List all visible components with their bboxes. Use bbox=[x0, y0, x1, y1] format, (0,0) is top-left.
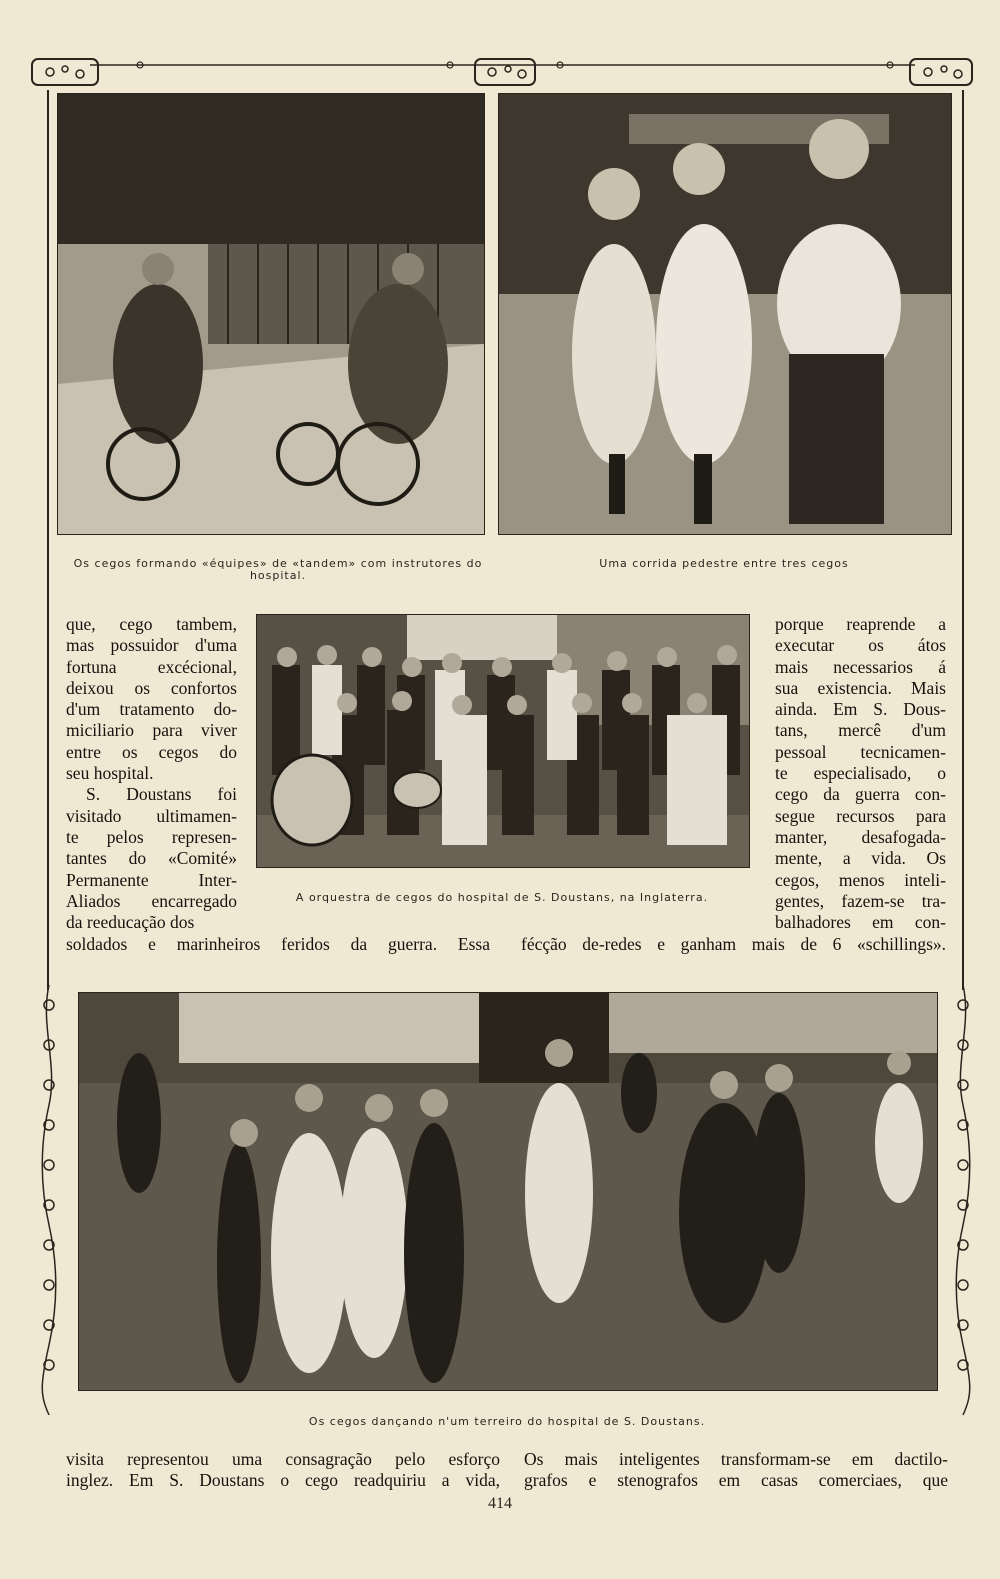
text-line: gentes, fazem-se tra- bbox=[775, 890, 946, 911]
text-line: inglez. Em S. Doustans o cego readquiriu a vida, bbox=[66, 1470, 500, 1491]
text-line: porque reaprende a bbox=[775, 614, 946, 634]
caption-race: Uma corrida pedestre entre tres cegos bbox=[599, 557, 849, 570]
text-line: grafos e stenografos em casas comerciaes, que bbox=[524, 1470, 948, 1491]
photo-blind-orchestra bbox=[256, 614, 750, 868]
text-line: pessoal tecnicamen- bbox=[775, 741, 946, 762]
right-vine-ornament bbox=[950, 985, 976, 1415]
text-line: tantes do «Comité» bbox=[66, 848, 237, 869]
text-line: ainda. Em S. Dous- bbox=[775, 699, 946, 720]
text-line: que, cego tambem, bbox=[66, 614, 237, 634]
text-line: miciliario para viver bbox=[66, 720, 237, 741]
caption-dancing: Os cegos dançando n'um terreiro do hospital de S. Doustans. bbox=[308, 1415, 706, 1428]
page-number: 414 bbox=[488, 1495, 512, 1512]
text-line: d'um tratamento do- bbox=[66, 699, 237, 720]
caption-tandem: Os cegos formando «équipes» de «tandem» com instrutores do hospital. bbox=[73, 557, 483, 582]
photo-dancing bbox=[78, 992, 938, 1391]
right-border-rule bbox=[962, 90, 964, 990]
text-line: Permanente Inter- bbox=[66, 869, 237, 890]
bottom-left-text bbox=[66, 1449, 500, 1492]
text-line: mais necessarios á bbox=[775, 656, 946, 677]
text-line: mente, a vida. Os bbox=[775, 848, 946, 869]
text-line: fortuna excécional, bbox=[66, 656, 237, 677]
photo-foot-race bbox=[498, 93, 952, 535]
right-text-column bbox=[775, 614, 946, 933]
text-line: S. Doustans foi bbox=[86, 784, 237, 805]
caption-orchestra: A orquestra de cegos do hospital de S. Doustans, na Inglaterra. bbox=[295, 891, 709, 904]
text-line: seu hospital. bbox=[66, 763, 154, 784]
text-line: manter, desafogada- bbox=[775, 826, 946, 847]
text-line: te pelos represen- bbox=[66, 826, 237, 847]
left-bottom-line bbox=[66, 934, 490, 955]
text-line: visita representou uma consagração pelo esforço bbox=[66, 1449, 500, 1469]
left-vine-ornament bbox=[36, 985, 62, 1415]
text-line: fécção de-redes e ganham mais de 6 «schillings». bbox=[521, 934, 946, 954]
text-line: Os mais inteligentes transformam-se em dactilo- bbox=[524, 1449, 948, 1469]
photo-tandem-cyclists bbox=[57, 93, 485, 535]
text-line: visitado ultimamen- bbox=[66, 805, 237, 826]
text-line: deixou os confortos bbox=[66, 677, 237, 698]
bottom-right-text bbox=[524, 1449, 948, 1492]
left-border-rule bbox=[47, 90, 49, 990]
text-line: segue recursos para bbox=[775, 805, 946, 826]
text-line: cego da guerra con- bbox=[775, 784, 946, 805]
text-line: executar os átos bbox=[775, 635, 946, 656]
text-line: entre os cegos do bbox=[66, 741, 237, 762]
text-line: sua existencia. Mais bbox=[775, 677, 946, 698]
text-line: balhadores em con- bbox=[775, 912, 946, 933]
text-line: te especialisado, o bbox=[775, 763, 946, 784]
top-ornament-rule bbox=[30, 57, 975, 93]
left-text-column bbox=[66, 614, 237, 933]
text-line: soldados e marinheiros feridos da guerra. Essa bbox=[66, 934, 490, 954]
text-line: tans, mercê d'um bbox=[775, 720, 946, 741]
text-line: cegos, menos inteli- bbox=[775, 869, 946, 890]
text-line: Aliados encarregado bbox=[66, 890, 237, 911]
right-bottom-line bbox=[521, 934, 946, 955]
text-line: da reeducação dos bbox=[66, 912, 195, 933]
text-line: mas possuidor d'uma bbox=[66, 635, 237, 656]
